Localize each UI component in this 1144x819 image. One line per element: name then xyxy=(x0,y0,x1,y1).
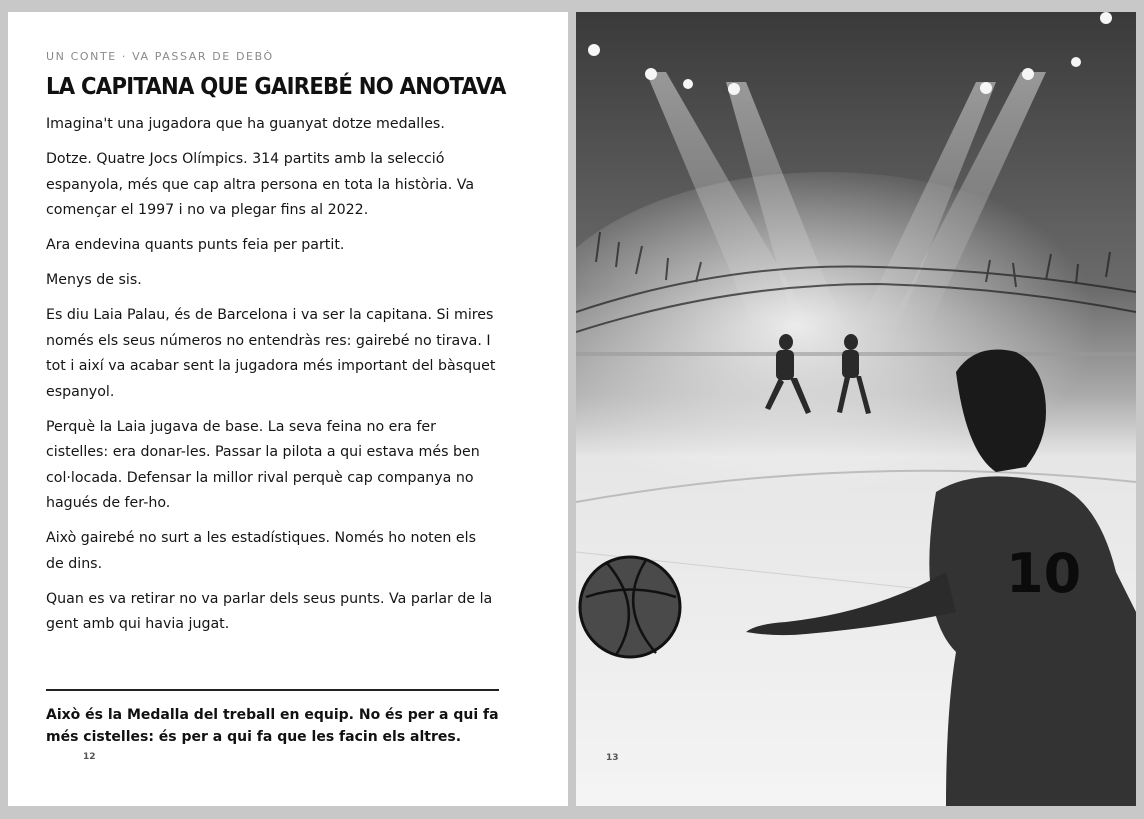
basketball-illustration xyxy=(576,12,1136,806)
jersey-number: 10 xyxy=(1006,542,1082,605)
paragraph: Es diu Laia Palau, és de Barcelona i va ser la capitana. Si mires només els seus números no entendràs res: gairebé no tirava. I tot i així va acabar sent la jugadora més important del bàsquet espanyol. xyxy=(46,307,496,400)
paragraph: Menys de sis. xyxy=(46,272,142,288)
closing-statement: Això és la Medalla del treball en equip. No és per a qui fa més cistelles: és per a qui fa que les facin els altres. xyxy=(46,707,499,745)
right-page xyxy=(576,12,1136,806)
paragraph: Dotze. Quatre Jocs Olímpics. 314 partits amb la selecció espanyola, més que cap altra persona en tota la història. Va començar el 1997 i no va plegar fins al 2022. xyxy=(46,151,475,218)
paragraph: Perquè la Laia jugava de base. La seva feina no era fer cistelles: era donar-les. Passar la pilota a qui estava més ben col·locada. Defensar la millor rival perquè cap companya no hagués de fer-ho. xyxy=(46,418,480,511)
paragraph: Ara endevina quants punts feia per partit. xyxy=(46,237,345,253)
basketball-icon xyxy=(580,557,680,657)
paragraph: Imagina't una jugadora que ha guanyat dotze medalles. xyxy=(46,116,445,132)
left-page xyxy=(8,12,568,806)
kicker: UN CONTE · VA PASSAR DE DEBÒ xyxy=(46,50,274,63)
paragraph: Això gairebé no surt a les estadístiques. Només ho noten els de dins. xyxy=(46,530,476,572)
page-title: LA CAPITANA QUE GAIREBÉ NO ANOTAVA xyxy=(46,74,506,100)
paragraph: Quan es va retirar no va parlar dels seus punts. Va parlar de la gent amb qui havia jugat. xyxy=(46,590,493,632)
story-body xyxy=(46,112,498,647)
page-number: 12 xyxy=(83,752,96,762)
page-number: 13 xyxy=(606,753,619,763)
divider xyxy=(46,689,499,691)
